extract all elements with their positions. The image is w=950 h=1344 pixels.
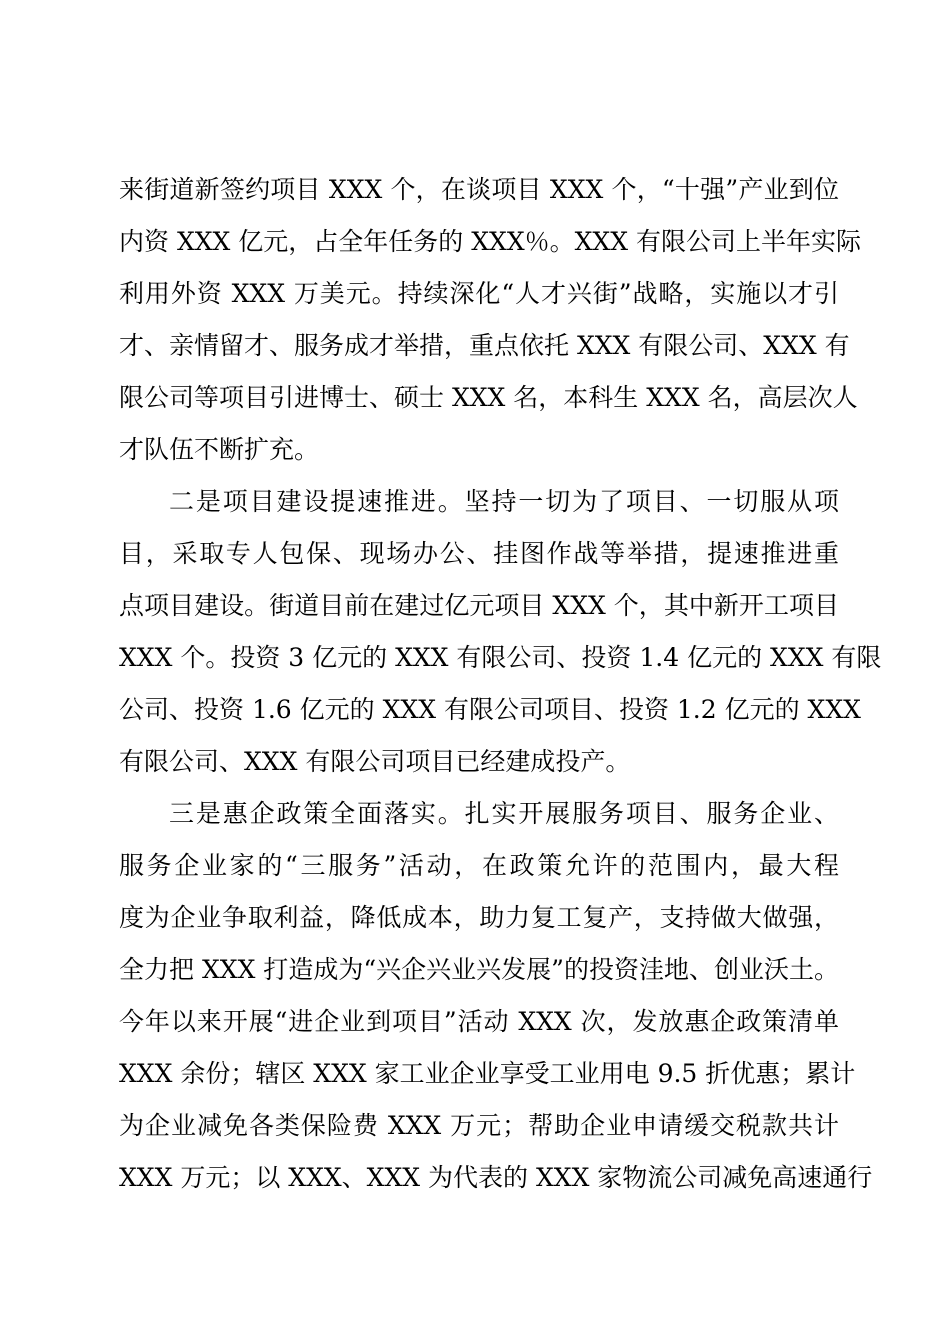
paragraph-line: 二是项目建设提速推进。坚持一切为了项目、一切服从项 [169, 487, 839, 516]
paragraph-line: 才队伍不断扩充。 [119, 435, 320, 464]
paragraph-line: 限公司等项目引进博士、硕士 XXX 名，本科生 XXX 名，高层次人 [119, 383, 858, 412]
paragraph-line: XXX 万元；以 XXX、XXX 为代表的 XXX 家物流公司减免高速通行 [119, 1163, 873, 1192]
paragraph-line: 公司、投资 1.6 亿元的 XXX 有限公司项目、投资 1.2 亿元的 XXX [119, 695, 861, 724]
paragraph-line: 今年以来开展“进企业到项目”活动 XXX 次，发放惠企政策清单 [119, 1007, 839, 1036]
paragraph-line: 目，采取专人包保、现场办公、挂图作战等举措，提速推进重 [119, 539, 839, 568]
paragraph-line: XXX 余份；辖区 XXX 家工业企业享受工业用电 9.5 折优惠；累计 [119, 1059, 856, 1088]
paragraph-line: 点项目建设。街道目前在建过亿元项目 XXX 个，其中新开工项目 [119, 591, 839, 620]
paragraph-line: 来街道新签约项目 XXX 个，在谈项目 XXX 个，“十强”产业到位 [119, 175, 839, 204]
paragraph-line: XXX 个。投资 3 亿元的 XXX 有限公司、投资 1.4 亿元的 XXX 有限 [119, 643, 882, 672]
paragraph-line: 三是惠企政策全面落实。扎实开展服务项目、服务企业、 [169, 799, 839, 828]
paragraph-line: 度为企业争取利益，降低成本，助力复工复产，支持做大做强， [119, 903, 839, 932]
paragraph-line: 利用外资 XXX 万美元。持续深化“人才兴街”战略，实施以才引 [119, 279, 839, 308]
paragraph-line: 为企业减免各类保险费 XXX 万元；帮助企业申请缓交税款共计 [119, 1111, 839, 1140]
paragraph-line: 才、亲情留才、服务成才举措，重点依托 XXX 有限公司、XXX 有 [119, 331, 850, 360]
paragraph-line: 服务企业家的“三服务”活动，在政策允许的范围内，最大程 [119, 851, 839, 880]
paragraph-line: 全力把 XXX 打造成为“兴企兴业兴发展”的投资洼地、创业沃土。 [119, 955, 839, 984]
paragraph-line: 有限公司、XXX 有限公司项目已经建成投产。 [119, 747, 631, 776]
paragraph-line: 内资 XXX 亿元，占全年任务的 XXX％。XXX 有限公司上半年实际 [119, 227, 861, 256]
